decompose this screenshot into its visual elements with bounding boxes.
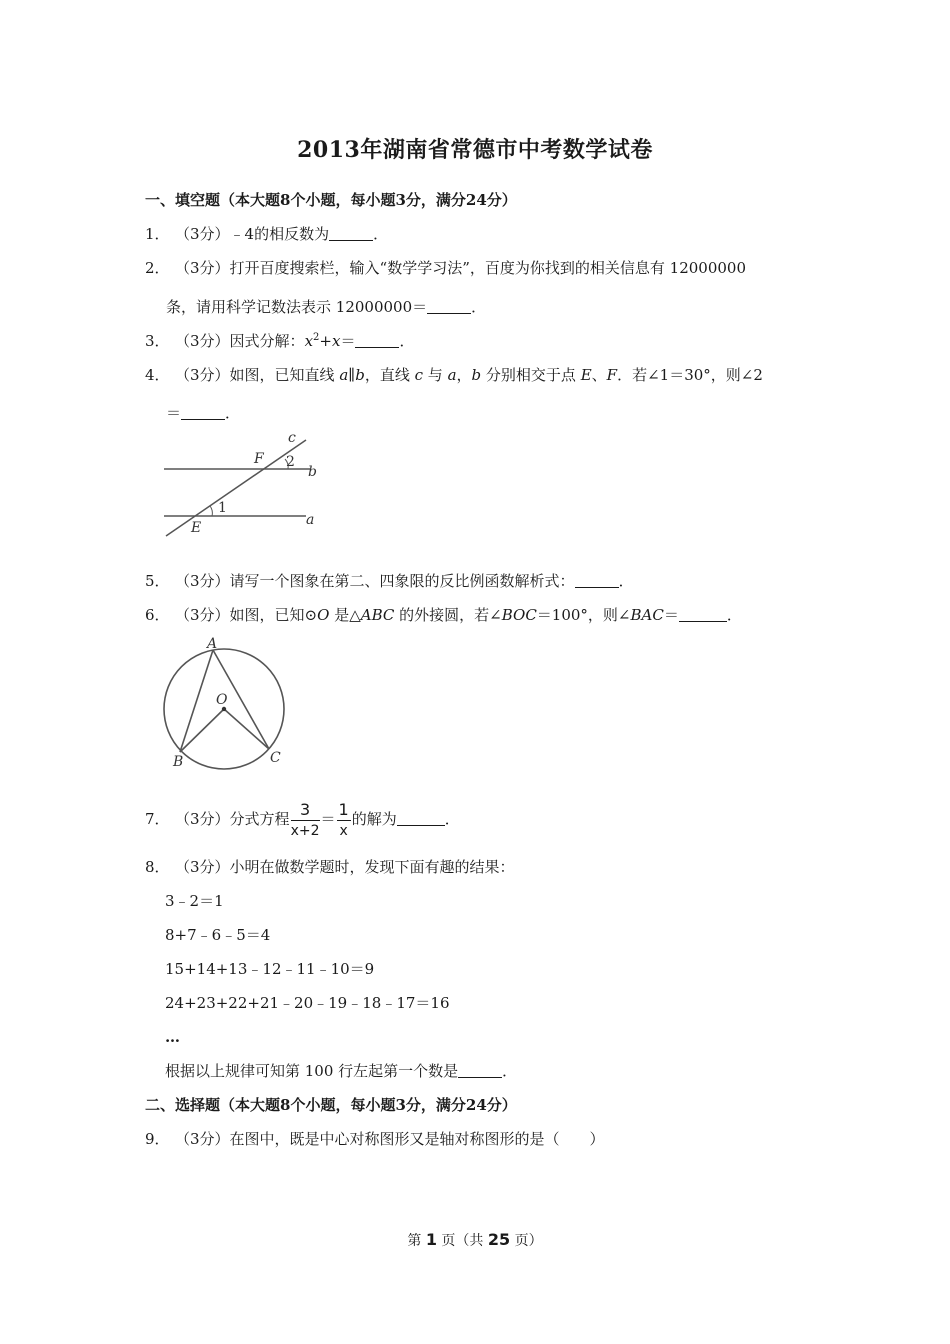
q4-text-7: ．若∠1＝30°，则∠2 (617, 366, 763, 384)
fraction-3-over-x-plus-2 (291, 800, 320, 841)
label-angle-2: 2 (286, 454, 295, 470)
q8-row-ellipsis: … (165, 1028, 180, 1046)
q2-blank (427, 299, 471, 314)
q4-score: （3分） (175, 366, 230, 384)
q5-end: ． (618, 572, 634, 590)
q3-end: ． (399, 332, 415, 350)
q5-blank (575, 573, 619, 588)
q4-parallel: ∥ (348, 366, 356, 384)
question-2-line2 (166, 297, 486, 317)
question-8 (145, 857, 515, 877)
q4-var-b2: b (471, 366, 482, 384)
q4-var-F: F (606, 366, 618, 384)
q4-var-a2: a (447, 366, 457, 384)
q6-text-2: 是△ (329, 606, 361, 624)
question-7 (145, 798, 460, 841)
q6-var-ABC: ABC (360, 606, 395, 624)
q2-text-line2: 条，请用科学记数法表示 12000000＝ (166, 298, 428, 316)
q7-denominator-2: x (339, 822, 348, 839)
figure-parallel-lines (160, 428, 330, 540)
q4-text-5: 分别相交于点 (481, 366, 581, 384)
question-6 (145, 605, 742, 625)
q5-number: 5． (145, 572, 170, 590)
q4-end: ． (225, 404, 241, 422)
q4-var-c: c (414, 366, 424, 384)
q9-text: 在图中，既是中心对称图形又是轴对称图形的是（ ） (229, 1130, 605, 1148)
label-O: O (216, 692, 228, 708)
label-B: B (173, 754, 184, 770)
q4-equals: ＝ (166, 404, 182, 422)
page-title: 2013年湖南省常德市中考数学试卷 (297, 137, 653, 163)
q6-text-4: ＝100°，则∠ (536, 606, 631, 624)
q9-number: 9． (145, 1130, 170, 1148)
question-2 (145, 258, 746, 278)
label-F: F (254, 451, 264, 467)
label-E: E (191, 520, 202, 536)
q3-number: 3． (145, 332, 170, 350)
footer-middle: 页（共 (436, 1233, 488, 1249)
label-A: A (207, 636, 218, 652)
q8-end: ． (502, 1062, 518, 1080)
q8-row-2: 8+7﹣6﹣5＝4 (165, 926, 271, 944)
figure-circumscribed-circle (158, 632, 293, 774)
q3-equals: ＝ (340, 332, 356, 350)
question-4-line2 (166, 403, 240, 423)
q3-var-x2: x (331, 332, 341, 350)
footer-prefix: 第 (407, 1233, 426, 1249)
q3-var-x: x (304, 332, 314, 350)
q7-numerator-1: 3 (291, 800, 320, 821)
label-c: c (288, 430, 296, 446)
q4-blank (181, 405, 225, 420)
q4-var-b: b (355, 366, 365, 384)
label-angle-1: 1 (218, 500, 227, 516)
page-total: 25 (487, 1230, 511, 1249)
q7-text-1: 分式方程 (229, 810, 290, 828)
q8-last-text: 根据以上规律可知第 100 行左起第一个数是 (165, 1062, 459, 1080)
q5-score: （3分） (175, 572, 230, 590)
q9-score: （3分） (175, 1130, 230, 1148)
q8-text: 小明在做数学题时，发现下面有趣的结果： (229, 858, 515, 876)
label-C: C (270, 750, 281, 766)
q4-text-4: ， (456, 366, 472, 384)
line-c (166, 440, 306, 536)
q7-denominator-1: x+2 (290, 822, 320, 839)
angle-1-arc (210, 506, 212, 516)
q5-text: 请写一个图象在第二、四象限的反比例函数解析式： (229, 572, 575, 590)
q3-blank (355, 333, 399, 348)
q4-var-a: a (339, 366, 349, 384)
q8-row-3: 15+14+13﹣12﹣11﹣10＝9 (165, 960, 375, 978)
q4-text-2: ，直线 (364, 366, 415, 384)
q4-var-E: E (580, 366, 592, 384)
q3-text: 因式分解： (229, 332, 305, 350)
q6-text-5: ＝ (663, 606, 679, 624)
q2-number: 2． (145, 259, 170, 277)
q7-number: 7． (145, 810, 170, 828)
q1-text: ﹣4的相反数为 (229, 225, 330, 243)
question-1 (145, 224, 388, 244)
q7-text-2: 的解为 (351, 810, 397, 828)
q1-number: 1． (145, 225, 170, 243)
q7-end: ． (444, 810, 460, 828)
q8-score: （3分） (175, 858, 230, 876)
q6-text-3: 的外接圆，若∠ (394, 606, 502, 624)
label-a: a (306, 512, 315, 528)
q4-number: 4． (145, 366, 170, 384)
q4-text-6: 、 (591, 366, 607, 384)
question-4 (145, 365, 763, 385)
q2-score: （3分） (175, 259, 230, 277)
q3-score: （3分） (175, 332, 230, 350)
q3-exponent: 2 (313, 332, 320, 343)
q8-blank (458, 1063, 502, 1078)
q2-end: ． (471, 298, 487, 316)
q1-blank (329, 226, 373, 241)
q6-var-O: O (317, 606, 330, 624)
q6-blank (679, 607, 727, 622)
question-9 (145, 1129, 605, 1149)
q6-var-BAC: BAC (630, 606, 664, 624)
section-2-heading: 二、选择题（本大题8个小题，每小题3分，满分24分） (145, 1096, 517, 1114)
q3-plus: + (319, 332, 332, 350)
q6-number: 6． (145, 606, 170, 624)
q2-text-line1: 打开百度搜索栏，输入“数学学习法”，百度为你找到的相关信息有 12000000 (229, 259, 747, 277)
q1-score: （3分） (175, 225, 230, 243)
q8-last-line (165, 1061, 517, 1081)
fraction-1-over-x (337, 800, 351, 841)
q6-score: （3分） (175, 606, 230, 624)
q6-var-BOC: BOC (501, 606, 537, 624)
question-3 (145, 331, 414, 351)
segment-OC (224, 709, 269, 749)
q1-end: ． (373, 225, 389, 243)
q4-text-3: 与 (423, 366, 448, 384)
q6-end: ． (726, 606, 742, 624)
q7-equals: ＝ (320, 810, 336, 828)
footer-suffix: 页） (510, 1233, 543, 1249)
label-b: b (308, 464, 317, 480)
q8-row-1: 3﹣2＝1 (165, 892, 224, 910)
q4-text-1: 如图，已知直线 (229, 366, 340, 384)
page-footer (0, 1230, 950, 1250)
page-number: 1 (425, 1230, 437, 1249)
q8-row-4: 24+23+22+21﹣20﹣19﹣18﹣17＝16 (165, 994, 450, 1012)
q8-number: 8． (145, 858, 170, 876)
section-1-heading: 一、填空题（本大题8个小题，每小题3分，满分24分） (145, 191, 517, 209)
q7-numerator-2: 1 (338, 799, 349, 819)
question-5 (145, 571, 634, 591)
q7-blank (397, 811, 445, 826)
q6-text-1: 如图，已知⊙ (229, 606, 318, 624)
q7-score: （3分） (175, 810, 230, 828)
